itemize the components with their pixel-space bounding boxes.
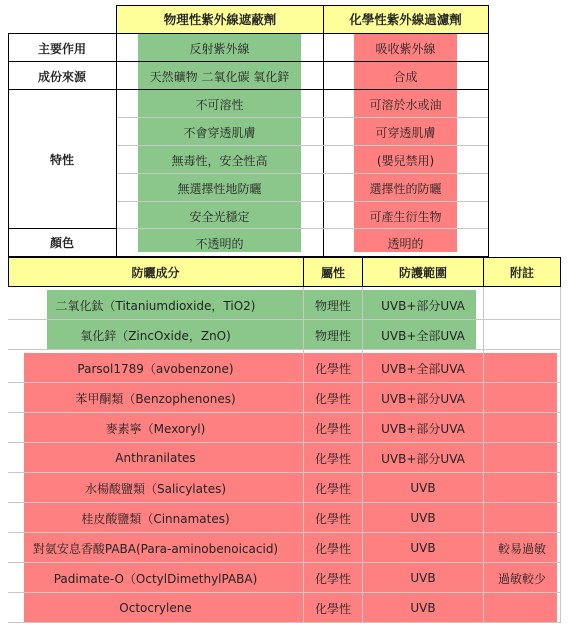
ingredient-range: UVB <box>410 481 436 495</box>
ingredient-type: 化學性 <box>314 481 351 496</box>
ingredient-range: UVB+全部UVA <box>381 361 465 376</box>
ingredient-note <box>484 353 560 383</box>
label-traits: 特性 <box>49 152 74 167</box>
physical-cell: 不會穿透肌膚 <box>183 125 256 140</box>
ingredient-type: 化學性 <box>314 361 351 376</box>
physical-cell: 不可溶性 <box>195 97 244 112</box>
ingredient-name: Padimate-O（OctylDimethylPABA) <box>53 571 258 586</box>
ingredient-note <box>484 290 560 320</box>
ingredient-range: UVB <box>410 571 436 585</box>
chemical-cell: (嬰兒禁用) <box>376 153 435 168</box>
physical-cell: 無選擇性地防曬 <box>177 181 262 196</box>
ingredient-name: 水楊酸鹽類（Salicylates) <box>84 481 227 496</box>
label-color: 顏色 <box>49 235 74 250</box>
ingredient-type: 物理性 <box>314 328 351 343</box>
ingredient-name: 二氧化鈦（Titaniumdioxide，TiO2) <box>55 298 256 313</box>
ingredient-name: 氧化鋅（ZincOxide，ZnO) <box>80 328 231 343</box>
header-range: 防護範圍 <box>363 258 483 286</box>
ingredient-range: UVB+部分UVA <box>381 298 465 313</box>
ingredient-type: 化學性 <box>314 451 351 466</box>
ingredient-type: 化學性 <box>314 571 351 586</box>
ingredient-name: Parsol1789（avobenzone) <box>77 361 234 376</box>
chemical-cell: 可穿透肌膚 <box>375 125 436 140</box>
ingredient-type: 化學性 <box>314 511 351 526</box>
ingredient-name: 麥素寧（Mexoryl) <box>105 421 206 436</box>
ingredient-note <box>484 593 560 623</box>
ingredient-note <box>484 473 560 503</box>
ingredient-note <box>484 383 560 413</box>
header-note: 附註 <box>484 258 560 286</box>
header-chemical: 化學性紫外線過濾劑 <box>323 5 488 33</box>
ingredient-range: UVB <box>410 541 436 555</box>
ingredient-range: UVB+部分UVA <box>381 451 465 466</box>
ingredient-note <box>484 443 560 473</box>
header-physical: 物理性紫外線遮蔽劑 <box>117 5 323 33</box>
label-main-function: 主要作用 <box>37 41 86 56</box>
ingredient-name: Anthranilates <box>115 451 196 465</box>
ingredient-range: UVB+部分UVA <box>381 391 465 406</box>
ingredient-note <box>484 320 560 350</box>
header-type: 屬性 <box>304 258 362 286</box>
physical-cell: 無毒性，安全性高 <box>171 153 268 168</box>
ingredient-name: Octocrylene <box>119 601 192 615</box>
ingredient-range: UVB <box>410 511 436 525</box>
chemical-cell: 可產生衍生物 <box>369 209 442 224</box>
label-source: 成份來源 <box>37 69 86 84</box>
ingredient-type: 化學性 <box>314 421 351 436</box>
ingredient-name: 苯甲酮類（Benzophenones) <box>75 391 236 406</box>
ingredient-range: UVB <box>410 601 436 615</box>
ingredient-range: UVB+部分UVA <box>381 421 465 436</box>
ingredient-type: 物理性 <box>314 298 351 313</box>
chemical-cell: 選擇性的防曬 <box>369 181 442 196</box>
chemical-cell: 吸收紫外線 <box>375 41 436 56</box>
ingredient-type: 化學性 <box>314 601 351 616</box>
ingredient-range: UVB+全部UVA <box>381 328 465 343</box>
chemical-cell: 可溶於水或油 <box>369 97 442 112</box>
ingredient-note <box>484 503 560 533</box>
ingredient-note: 較易過敏 <box>497 541 546 556</box>
ingredient-note <box>484 413 560 443</box>
ingredient-name: 對氨安息香酸PABA(Para-aminobenoicacid) <box>32 541 279 556</box>
header-ingredient: 防曬成分 <box>8 258 303 286</box>
ingredient-type: 化學性 <box>314 541 351 556</box>
ingredient-type: 化學性 <box>314 391 351 406</box>
physical-cell: 不透明的 <box>195 236 244 251</box>
ingredient-name: 桂皮酸鹽類（Cinnamates) <box>81 511 230 526</box>
chemical-cell: 合成 <box>393 69 418 84</box>
physical-cell: 安全光穩定 <box>189 209 250 224</box>
physical-cell: 天然礦物 二氧化碳 氧化鋅 <box>149 69 290 84</box>
ingredient-note: 過敏較少 <box>497 571 546 586</box>
chemical-cell: 透明的 <box>387 236 424 251</box>
physical-cell: 反射紫外線 <box>189 41 250 56</box>
